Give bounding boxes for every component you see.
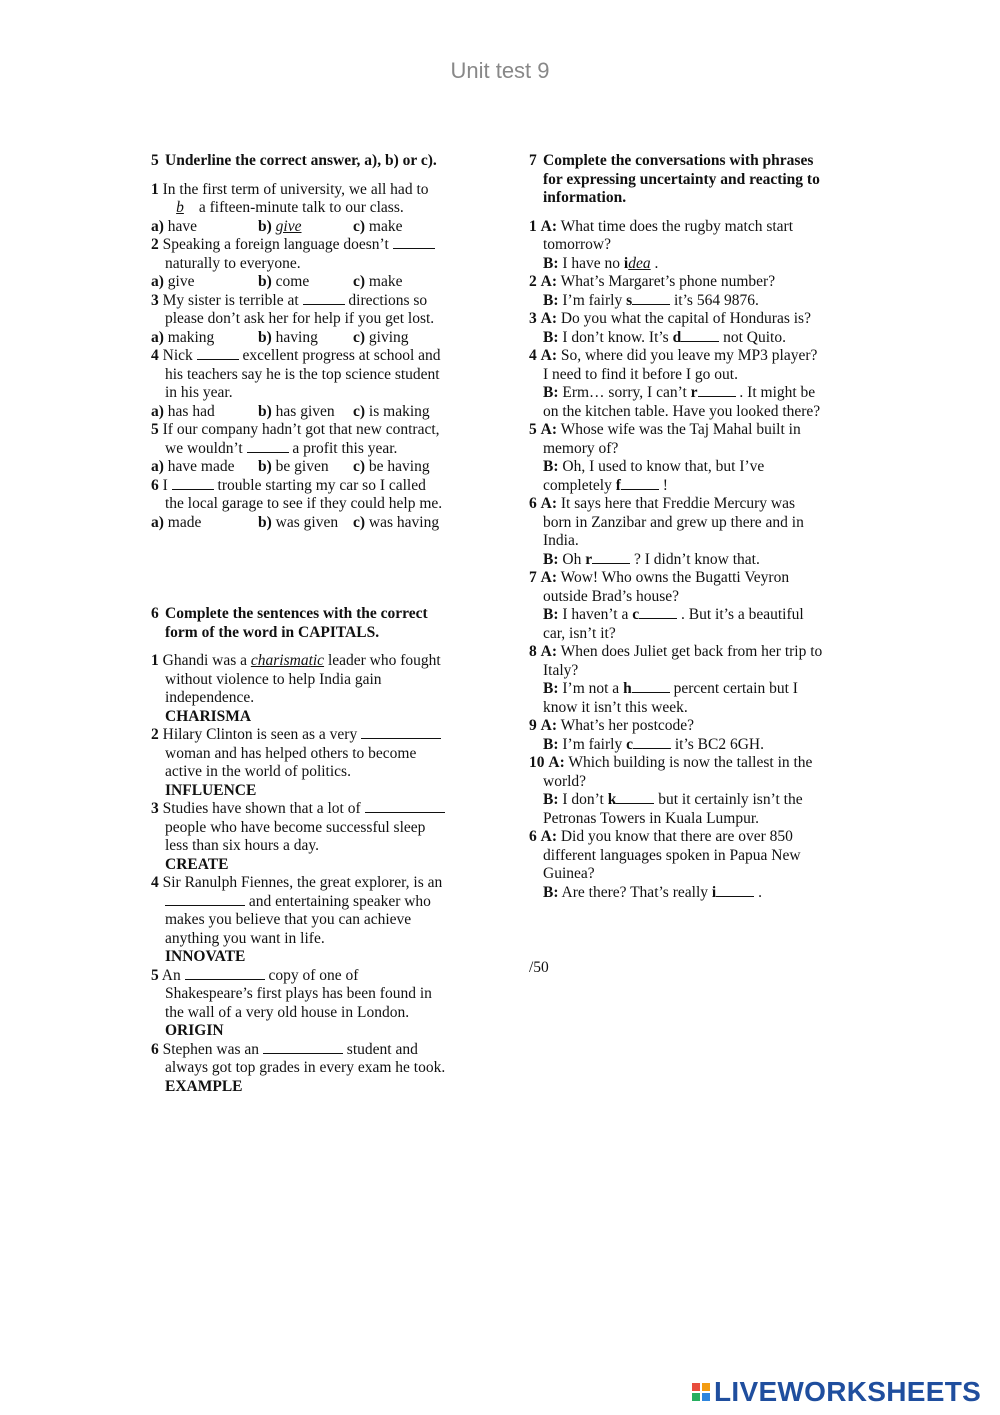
answer-blank[interactable] [361,726,441,739]
score-total: /50 [529,959,549,976]
answer-blank[interactable] [621,477,659,490]
ex7-item-7: 7 A: Wow! Who owns the Bugatti Veyron outside Brad’s house? B: I haven’t a c . But it’s a beautiful car, isn’t it? [529,569,804,642]
ex7-item-1: 1 A: What time does the rugby match start tomorrow? B: I have no idea . [529,217,794,272]
answer-blank[interactable] [247,440,289,453]
ex7-item-4: 4 A: So, where did you leave my MP3 player? I need to find it before I go out. B: Erm… sorry, I can’t r . It might be on the kitchen table. Have you looked there? [529,347,821,420]
logo-mark-icon [692,1383,710,1401]
ex5-item-1: 1 In the first term of university, we all had to b a fifteen-minute talk to our class. a) have b) give c) make [151,180,429,235]
ex7-item-9: 9 A: What’s her postcode? B: I’m fairly c it’s BC2 6GH. [529,717,764,753]
answer-blank[interactable] [185,967,265,980]
answer-blank[interactable] [681,329,719,342]
liveworksheets-logo [692,1377,981,1407]
ex6-item-5: 5 An copy of one of Shakespeare’s first plays has been found in the wall of a very old house in London. ORIGIN [151,966,432,1039]
answer-blank[interactable] [197,347,239,360]
ex7-item-8: 8 A: When does Juliet get back from her trip to Italy? B: I’m not a h percent certain but I know it isn’t this week. [529,643,823,716]
answer-blank[interactable] [716,884,754,897]
answer-blank[interactable]: charismatic [250,652,325,669]
answer-blank[interactable] [592,551,630,564]
ex6-item-3: 3 Studies have shown that a lot of people who have become successful sleep less than six hours a day. CREATE [151,800,481,874]
ex7-item-2: 2 A: What’s Margaret’s phone number? B: I’m fairly s it’s 564 9876. [529,273,776,309]
ex5-item-5: 5 If our company hadn’t got that new contract, we wouldn’t a profit this year. a) have made b) be given c) be having [151,421,440,475]
ex7-item-11: 6 A: Did you know that there are over 850 different languages spoken in Papua New Guinea? B: Are there? That’s really i . [529,828,801,901]
answer-blank[interactable]: b [176,199,184,216]
answer-blank[interactable]: dea [628,254,651,272]
ex5-item-2: 2 Speaking a foreign language doesn’t naturally to everyone. a) give b) come c) make [151,236,481,292]
answer-blank[interactable] [263,1041,343,1054]
ex5-item-4: 4 Nick excellent progress at school and his teachers say he is the top science student in his year. a) has had b) has given c) is making [151,347,441,420]
answer-blank[interactable] [172,477,214,490]
right-column [529,152,859,978]
ex7-item-10: 10 A: Which building is now the tallest in the world? B: I don’t k but it certainly isn’t the Petronas Towers in Kuala Lumpur. [529,754,813,827]
answer-blank[interactable] [639,606,677,619]
ex7-item-5: 5 A: Whose wife was the Taj Mahal built in memory of? B: Oh, I used to know that, but I’ve completely f ! [529,421,801,494]
selected-answer[interactable]: give [275,217,302,235]
answer-blank[interactable] [633,736,671,749]
ex6-item-2: 2 Hilary Clinton is seen as a very woman and has helped others to become active in the world of politics. INFLUENCE [151,726,481,800]
exercise-6-heading: 6 Complete the sentences with the correct form of the word in CAPITALS. [151,605,428,641]
ex5-item-6: 6 I trouble starting my car so I called the local garage to see if they could help me. a) made b) was given c) was having [151,476,443,531]
exercise-5-heading: 5 Underline the correct answer, a), b) or c). [151,152,437,169]
ex7-item-3: 3 A: Do you what the capital of Honduras is? B: I don’t know. It’s d not Quito. [529,310,811,346]
ex5-item-3: 3 My sister is terrible at directions so please don’t ask her for help if you get lost. a) making b) having c) giving [151,291,435,346]
answer-blank[interactable] [365,800,445,813]
answer-blank[interactable] [632,292,670,305]
answer-blank[interactable] [698,384,736,397]
answer-blank[interactable] [616,791,654,804]
ex7-item-6: 6 A: It says here that Freddie Mercury was born in Zanzibar and grew up there and in India. B: Oh r ? I didn’t know that. [529,495,804,568]
page-title: Unit test 9 [450,58,550,83]
answer-blank[interactable] [632,680,670,693]
left-column [151,152,481,1096]
logo-text: LIVEWORKSHEETS [714,1376,982,1407]
answer-blank[interactable] [303,292,345,305]
ex6-item-4: 4 Sir Ranulph Fiennes, the great explorer, is an and entertaining speaker who makes you believe that you can achieve anything you want in life. INNOVATE [151,874,443,965]
ex6-item-1: 1 Ghandi was a charismatic leader who fought without violence to help India gain independence. CHARISMA [151,652,441,725]
ex6-item-6: 6 Stephen was an student and always got top grades in every exam he took. EXAMPLE [151,1040,446,1095]
exercise-7-heading: 7 Complete the conversations with phrases for expressing uncertainty and reacting to information. [529,152,820,206]
answer-blank[interactable] [165,893,245,906]
answer-blank[interactable] [393,236,435,249]
